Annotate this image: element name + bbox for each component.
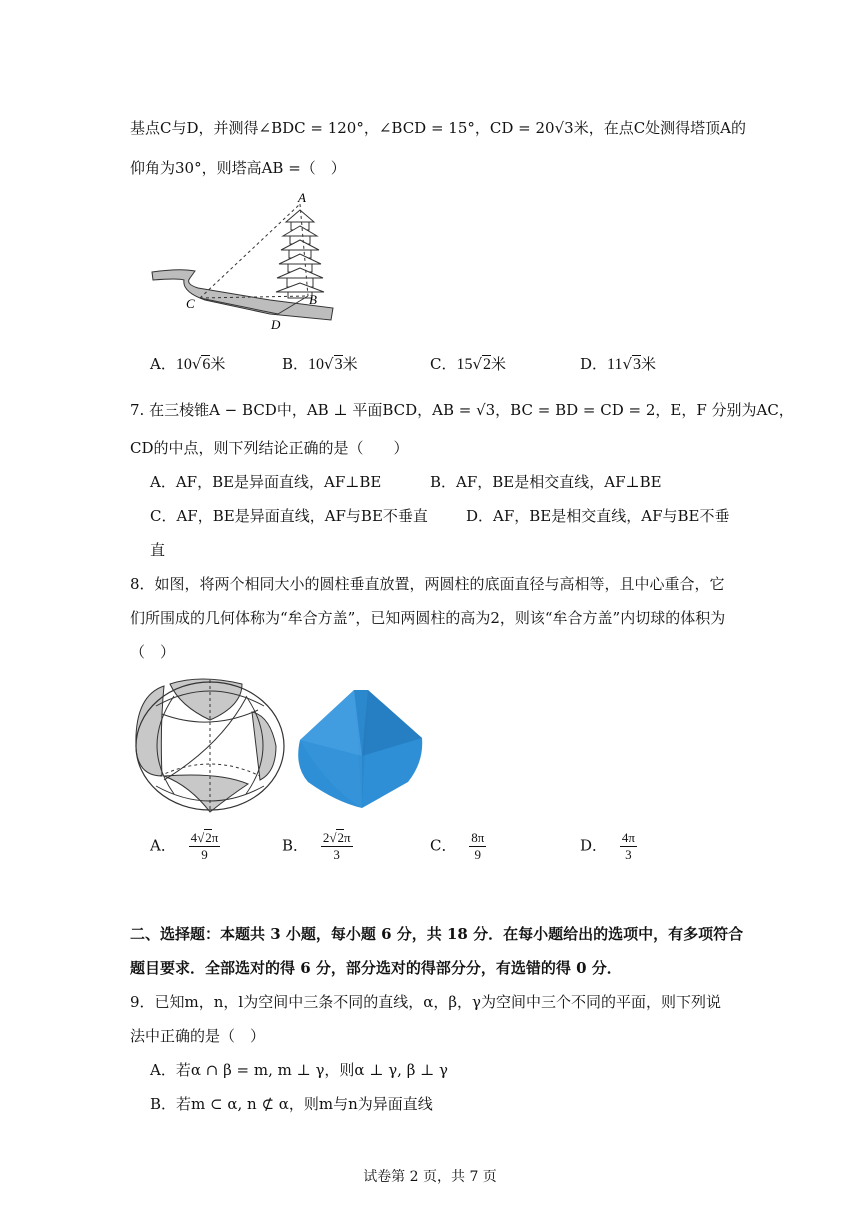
q9-text-line2: 法中正确的是（ ）: [130, 1027, 266, 1045]
figure-label-d: D: [271, 317, 281, 332]
q7-option-d-cont: 直: [150, 541, 166, 559]
figure-label-b: B: [309, 292, 317, 307]
q8-option-d: D． $\frac{4\pi}{3}$: [580, 830, 635, 862]
figure-label-a: A: [298, 190, 306, 205]
q7-text-line2: CD的中点，则下列结论正确的是（ ）: [130, 439, 409, 457]
q8-text-line1: 8．如图，将两个相同大小的圆柱垂直放置，两圆柱的底面直径与高相等，且中心重合，它: [130, 575, 725, 593]
page-footer: 试卷第 2 页，共 7 页: [363, 1169, 497, 1185]
pagoda-figure: [150, 188, 340, 338]
q8-option-a: A． $\frac{4√2\pi}{9}$: [150, 830, 219, 862]
q7-option-a: A．AF，BE是异面直线，AF⊥BE: [150, 473, 382, 491]
q8-option-b: B． $\frac{2√2\pi}{3}$: [282, 830, 351, 862]
figure-label-c: C: [186, 296, 195, 311]
q6-text-line1: 基点C与D，并测得∠BDC = 120°，∠BCD = 15°，CD = 20√3米，在点C处测得塔顶A的: [130, 119, 747, 137]
q9-option-b: B．若m ⊂ α, n ⊄ α，则m与n为异面直线: [150, 1095, 433, 1113]
q6-text-line2: 仰角为30°，则塔高AB =（ ）: [130, 159, 346, 177]
q8-option-c: C． $\frac{8\pi}{9}$: [430, 830, 485, 862]
section2-heading-line1: 二、选择题：本题共 3 小题，每小题 6 分，共 18 分．在每小题给出的选项中，有多项符合: [130, 925, 744, 943]
section2-heading-line2: 题目要求．全部选对的得 6 分，部分选对的得部分分，有选错的得 0 分．: [130, 959, 622, 977]
cylinders-figure: [130, 676, 290, 816]
blue-model-photo: [296, 686, 426, 810]
q7-option-c: C．AF，BE是异面直线，AF与BE不垂直: [150, 507, 428, 525]
q6-option-b: B．10√3米: [282, 355, 358, 373]
q6-option-d: D．11√3米: [580, 355, 657, 373]
q9-option-a: A．若α ∩ β = m, m ⊥ γ，则α ⊥ γ, β ⊥ γ: [150, 1061, 448, 1079]
q6-option-a: A．10√6米: [150, 355, 226, 373]
q8-text-line3: （ ）: [130, 643, 176, 661]
q6-option-c: C．15√2米: [430, 355, 507, 373]
q8-text-line2: 们所围成的几何体称为“牟合方盖”，已知两圆柱的高为2，则该“牟合方盖”内切球的体积为: [130, 609, 726, 627]
q7-option-d: D．AF，BE是相交直线，AF与BE不垂: [466, 507, 730, 525]
q9-text-line1: 9．已知m，n，l为空间中三条不同的直线，α，β，γ为空间中三个不同的平面，则下列说: [130, 993, 721, 1011]
q7-text-line1: 7. 在三棱锥A − BCD中，AB ⊥ 平面BCD，AB = √3，BC = BD = CD = 2，E，F 分别为AC，: [130, 401, 794, 419]
q7-option-b: B．AF，BE是相交直线，AF⊥BE: [430, 473, 662, 491]
